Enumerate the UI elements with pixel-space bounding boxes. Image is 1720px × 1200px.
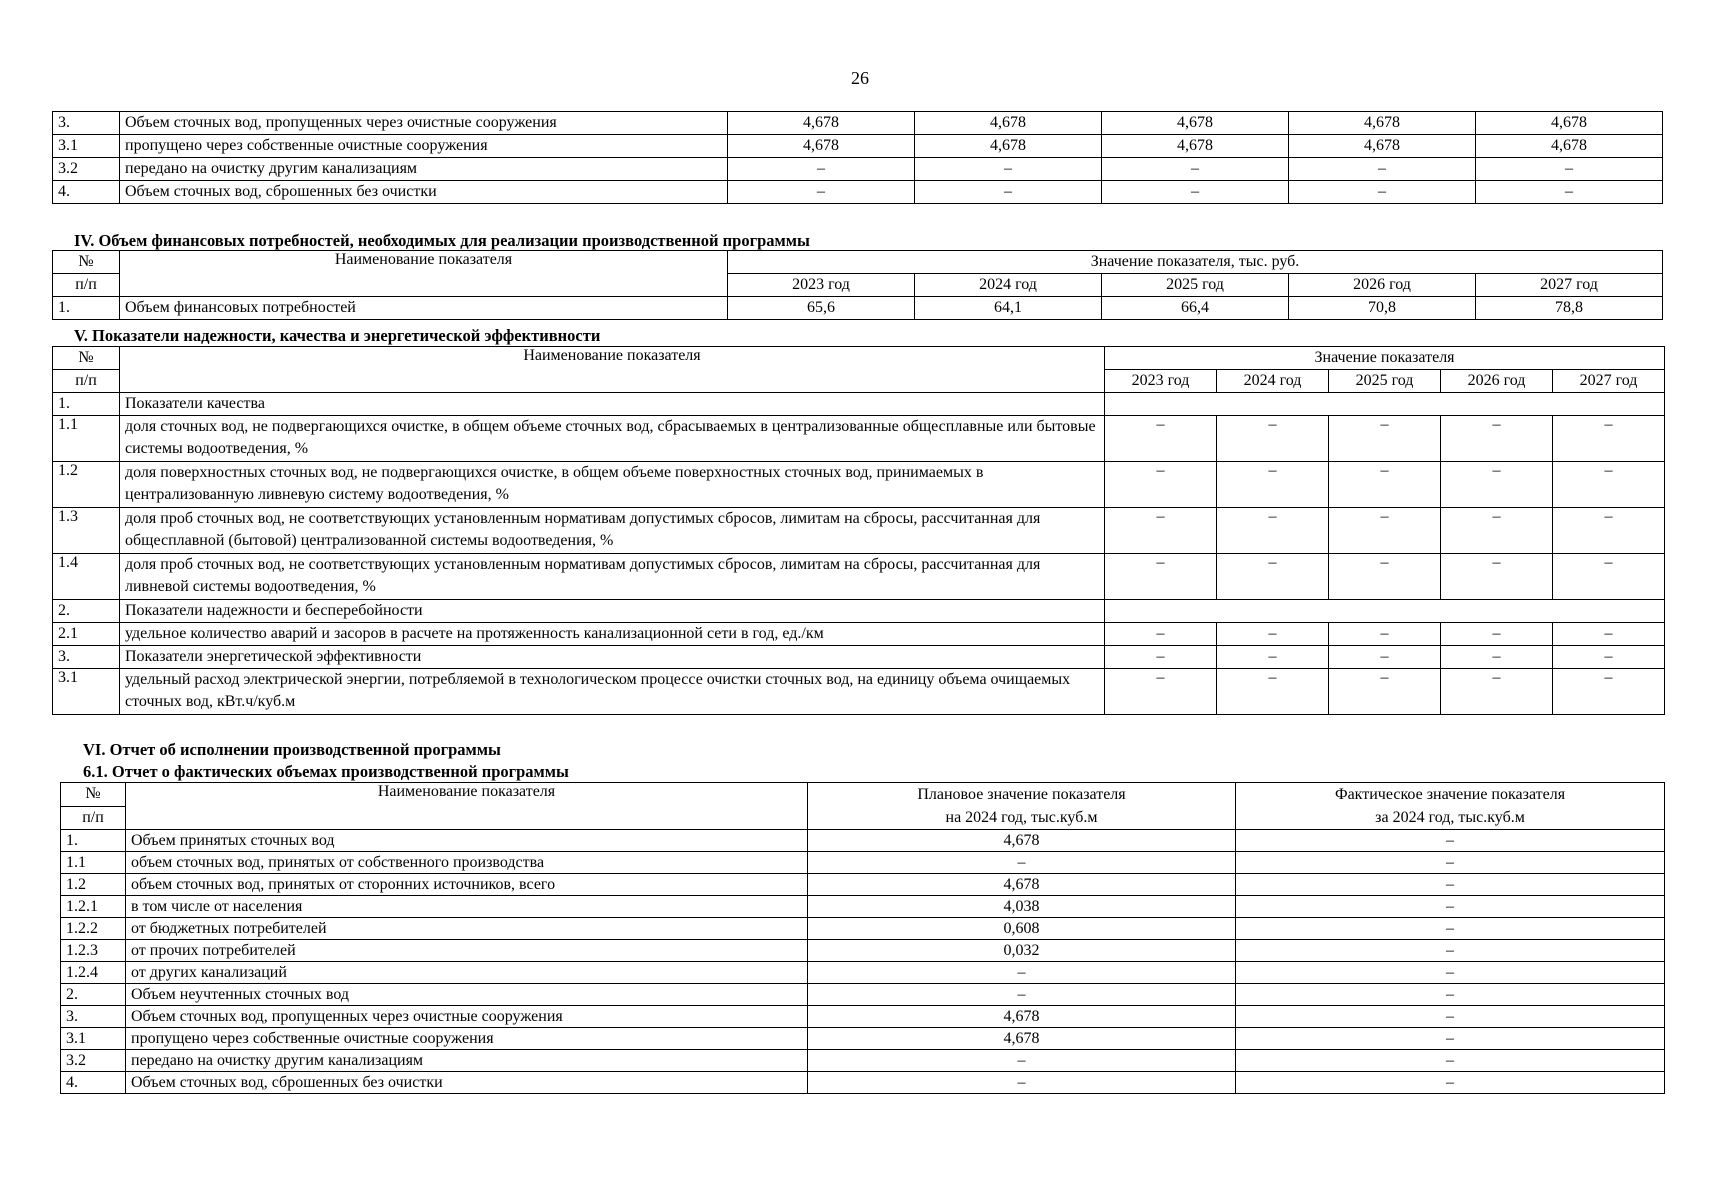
- row-value: –: [1105, 462, 1217, 508]
- row-value: 4,678: [1289, 112, 1476, 135]
- year-header: 2024 год: [915, 274, 1102, 297]
- row-value: –: [1441, 416, 1553, 462]
- row-value: –: [1217, 646, 1329, 669]
- row-number: 1.2.2: [61, 918, 126, 940]
- financial-needs-table: [52, 250, 1663, 320]
- row-value: –: [728, 181, 915, 204]
- row-fact-value: –: [1236, 1028, 1665, 1050]
- row-value: –: [1217, 554, 1329, 600]
- table-row: [61, 896, 1665, 918]
- row-number: 4.: [53, 181, 120, 204]
- row-fact-value: –: [1236, 874, 1665, 896]
- row-value: 66,4: [1102, 297, 1289, 320]
- row-number: 2.: [61, 984, 126, 1006]
- row-value: 4,678: [1289, 135, 1476, 158]
- row-number: 3.1: [53, 135, 120, 158]
- row-number: 1.2.4: [61, 962, 126, 984]
- row-value: –: [915, 181, 1102, 204]
- row-value: –: [1441, 462, 1553, 508]
- row-name: передано на очистку другим канализациям: [126, 1050, 808, 1072]
- year-header: 2026 год: [1441, 370, 1553, 393]
- table-row: [53, 623, 1665, 646]
- year-header: 2025 год: [1329, 370, 1441, 393]
- row-value: –: [1553, 623, 1665, 646]
- row-plan-value: 0,608: [808, 918, 1236, 940]
- year-header: 2025 год: [1102, 274, 1289, 297]
- row-value: –: [1329, 508, 1441, 554]
- header-num-sub: п/п: [53, 274, 120, 297]
- row-plan-value: 4,678: [808, 1006, 1236, 1028]
- section-6-title: VI. Отчет об исполнении производственной программы: [83, 740, 501, 759]
- row-number: 1.2.1: [61, 896, 126, 918]
- row-name: Объем финансовых потребностей: [120, 297, 728, 320]
- table-row: [53, 646, 1665, 669]
- row-fact-value: –: [1236, 852, 1665, 874]
- row-value: –: [1553, 462, 1665, 508]
- row-value: –: [1102, 158, 1289, 181]
- row-number: 3.1: [61, 1028, 126, 1050]
- table-row: [53, 669, 1665, 715]
- row-name: объем сточных вод, принятых от сторонних источников, всего: [126, 874, 808, 896]
- row-value: –: [1553, 669, 1665, 715]
- year-header: 2026 год: [1289, 274, 1476, 297]
- row-name: Показатели энергетической эффективности: [120, 646, 1105, 669]
- row-plan-value: –: [808, 852, 1236, 874]
- table-row: [53, 600, 1665, 623]
- table-row: [53, 508, 1665, 554]
- header-name: Наименование показателя: [120, 347, 1105, 393]
- row-value: –: [1441, 554, 1553, 600]
- header-fact: [1236, 783, 1665, 830]
- row-number: 3.: [53, 112, 120, 135]
- row-number: 1.2.3: [61, 940, 126, 962]
- row-value: –: [1553, 508, 1665, 554]
- row-value: –: [1217, 508, 1329, 554]
- header-fact-line1: Фактическое значение показателя: [1334, 786, 1566, 803]
- row-number: 1.2: [53, 462, 120, 508]
- row-value: –: [1329, 623, 1441, 646]
- group-empty-values: [1105, 600, 1665, 623]
- row-name: от бюджетных потребителей: [126, 918, 808, 940]
- row-number: 1.: [61, 830, 126, 852]
- row-value: 4,678: [1476, 135, 1663, 158]
- row-number: 1.2: [61, 874, 126, 896]
- section-6-subtitle: 6.1. Отчет о фактических объемах производственной программы: [83, 762, 569, 781]
- table-row: [53, 393, 1665, 416]
- row-name: пропущено через собственные очистные сооружения: [120, 135, 728, 158]
- continuation-table: [52, 111, 1663, 204]
- row-value: 78,8: [1476, 297, 1663, 320]
- row-value: –: [1441, 669, 1553, 715]
- row-name: пропущено через собственные очистные сооружения: [126, 1028, 808, 1050]
- row-name: передано на очистку другим канализациям: [120, 158, 728, 181]
- row-name: Показатели надежности и бесперебойности: [120, 600, 1105, 623]
- row-name: Объем сточных вод, сброшенных без очистки: [126, 1072, 808, 1094]
- row-value: –: [1553, 646, 1665, 669]
- header-num: №: [53, 251, 120, 274]
- row-plan-value: 4,678: [808, 1028, 1236, 1050]
- row-number: 4.: [61, 1072, 126, 1094]
- header-plan: [808, 783, 1236, 830]
- row-plan-value: –: [808, 1050, 1236, 1072]
- production-report-table: [60, 782, 1665, 1094]
- row-number: 1.1: [53, 416, 120, 462]
- row-name: от прочих потребителей: [126, 940, 808, 962]
- row-fact-value: –: [1236, 984, 1665, 1006]
- row-name: Объем неучтенных сточных вод: [126, 984, 808, 1006]
- year-header: 2027 год: [1476, 274, 1663, 297]
- year-header: 2027 год: [1553, 370, 1665, 393]
- row-value: –: [1217, 462, 1329, 508]
- header-num-sub: п/п: [61, 806, 126, 830]
- row-fact-value: –: [1236, 1050, 1665, 1072]
- row-plan-value: 4,678: [808, 874, 1236, 896]
- row-plan-value: –: [808, 962, 1236, 984]
- row-number: 3.2: [53, 158, 120, 181]
- row-value: –: [1329, 462, 1441, 508]
- row-plan-value: 4,038: [808, 896, 1236, 918]
- group-empty-values: [1105, 393, 1665, 416]
- row-name: объем сточных вод, принятых от собственного производства: [126, 852, 808, 874]
- header-num: №: [61, 783, 126, 807]
- reliability-indicators-table: [52, 346, 1665, 715]
- row-number: 2.1: [53, 623, 120, 646]
- row-number: 2.: [53, 600, 120, 623]
- header-num-sub: п/п: [53, 370, 120, 393]
- row-value: –: [1441, 646, 1553, 669]
- row-number: 3.: [53, 646, 120, 669]
- row-name: удельный расход электрической энергии, потребляемой в технологическом процессе очистки сточных вод, на единицу объема очищаемых сточных вод, кВт.ч/куб.м: [120, 669, 1105, 715]
- header-value: Значение показателя, тыс. руб.: [728, 251, 1663, 274]
- row-value: –: [1441, 623, 1553, 646]
- row-value: –: [1329, 646, 1441, 669]
- row-value: –: [1105, 554, 1217, 600]
- row-value: 4,678: [1476, 112, 1663, 135]
- row-name: Объем сточных вод, пропущенных через очистные сооружения: [126, 1006, 808, 1028]
- row-value: –: [1329, 554, 1441, 600]
- table-row: [53, 158, 1663, 181]
- row-value: –: [1476, 181, 1663, 204]
- table-row: [61, 1006, 1665, 1028]
- table-row: [53, 112, 1663, 135]
- table-row: [61, 830, 1665, 852]
- row-value: –: [1105, 416, 1217, 462]
- row-plan-value: 0,032: [808, 940, 1236, 962]
- row-value: 4,678: [915, 135, 1102, 158]
- row-fact-value: –: [1236, 830, 1665, 852]
- table-row: [61, 1072, 1665, 1094]
- row-value: 70,8: [1289, 297, 1476, 320]
- row-name: доля проб сточных вод, не соответствующих установленным нормативам допустимых сбросов, лимитам на сбросы, рассчитанная для общесплавной (бытовой) централизованной системы водоотведения, %: [120, 508, 1105, 554]
- row-value: 4,678: [728, 112, 915, 135]
- row-value: –: [728, 158, 915, 181]
- row-value: –: [1105, 669, 1217, 715]
- row-name: доля сточных вод, не подвергающихся очистке, в общем объеме сточных вод, сбрасываемых в централизованные общесплавные или бытовые системы водоотведения, %: [120, 416, 1105, 462]
- row-name: Объем принятых сточных вод: [126, 830, 808, 852]
- row-value: –: [1105, 508, 1217, 554]
- row-fact-value: –: [1236, 962, 1665, 984]
- table-row: [53, 462, 1665, 508]
- header-num: №: [53, 347, 120, 370]
- row-value: –: [1289, 181, 1476, 204]
- section-5-title: V. Показатели надежности, качества и энергетической эффективности: [74, 326, 601, 345]
- row-number: 1.3: [53, 508, 120, 554]
- table-row: [61, 940, 1665, 962]
- header-name: Наименование показателя: [120, 251, 728, 297]
- row-value: –: [1217, 623, 1329, 646]
- row-name: Показатели качества: [120, 393, 1105, 416]
- row-value: 4,678: [1102, 135, 1289, 158]
- row-value: –: [1329, 669, 1441, 715]
- header-name: Наименование показателя: [126, 783, 808, 830]
- row-value: –: [1289, 158, 1476, 181]
- row-value: 4,678: [915, 112, 1102, 135]
- table-row: [61, 1028, 1665, 1050]
- table-row: [53, 416, 1665, 462]
- row-number: 3.1: [53, 669, 120, 715]
- row-value: 65,6: [728, 297, 915, 320]
- row-value: 4,678: [728, 135, 915, 158]
- row-plan-value: –: [808, 984, 1236, 1006]
- row-plan-value: 4,678: [808, 830, 1236, 852]
- row-value: –: [915, 158, 1102, 181]
- row-value: –: [1102, 181, 1289, 204]
- row-fact-value: –: [1236, 918, 1665, 940]
- row-number: 3.: [61, 1006, 126, 1028]
- row-value: –: [1105, 623, 1217, 646]
- row-value: –: [1553, 554, 1665, 600]
- row-plan-value: –: [808, 1072, 1236, 1094]
- header-plan-line2: на 2024 год, тыс.куб.м: [945, 809, 1098, 826]
- table-row: [61, 962, 1665, 984]
- row-name: доля поверхностных сточных вод, не подвергающихся очистке, в общем объеме поверхностных сточных вод, принимаемых в централизованную ливневую систему водоотведения, %: [120, 462, 1105, 508]
- row-fact-value: –: [1236, 1072, 1665, 1094]
- row-value: –: [1217, 669, 1329, 715]
- page-number: 26: [851, 68, 869, 88]
- row-number: 3.2: [61, 1050, 126, 1072]
- table-row: [61, 1050, 1665, 1072]
- table-row: [61, 874, 1665, 896]
- row-value: –: [1476, 158, 1663, 181]
- header-value: Значение показателя: [1105, 347, 1665, 370]
- year-header: 2023 год: [728, 274, 915, 297]
- year-header: 2024 год: [1217, 370, 1329, 393]
- header-plan-line1: Плановое значение показателя: [917, 786, 1126, 803]
- row-value: –: [1105, 646, 1217, 669]
- row-name: от других канализаций: [126, 962, 808, 984]
- table-row: [53, 297, 1663, 320]
- table-row: [61, 984, 1665, 1006]
- row-fact-value: –: [1236, 896, 1665, 918]
- header-fact-line2: за 2024 год, тыс.куб.м: [1375, 809, 1525, 826]
- row-fact-value: –: [1236, 940, 1665, 962]
- row-value: –: [1217, 416, 1329, 462]
- row-value: –: [1329, 416, 1441, 462]
- table-row: [53, 135, 1663, 158]
- row-name: Объем сточных вод, пропущенных через очистные сооружения: [120, 112, 728, 135]
- row-name: в том числе от населения: [126, 896, 808, 918]
- row-value: –: [1553, 416, 1665, 462]
- table-row: [53, 554, 1665, 600]
- row-name: Объем сточных вод, сброшенных без очистки: [120, 181, 728, 204]
- row-name: удельное количество аварий и засоров в расчете на протяженность канализационной сети в год, ед./км: [120, 623, 1105, 646]
- row-name: доля проб сточных вод, не соответствующих установленным нормативам допустимых сбросов, лимитам на сбросы, рассчитанная для ливневой системы водоотведения, %: [120, 554, 1105, 600]
- year-header: 2023 год: [1105, 370, 1217, 393]
- row-number: 1.: [53, 297, 120, 320]
- table-row: [61, 852, 1665, 874]
- table-row: [53, 181, 1663, 204]
- row-number: 1.: [53, 393, 120, 416]
- row-number: 1.4: [53, 554, 120, 600]
- row-value: 64,1: [915, 297, 1102, 320]
- section-4-title: IV. Объем финансовых потребностей, необходимых для реализации производственной программы: [74, 231, 810, 250]
- row-fact-value: –: [1236, 1006, 1665, 1028]
- row-value: 4,678: [1102, 112, 1289, 135]
- table-row: [61, 918, 1665, 940]
- row-value: –: [1441, 508, 1553, 554]
- row-number: 1.1: [61, 852, 126, 874]
